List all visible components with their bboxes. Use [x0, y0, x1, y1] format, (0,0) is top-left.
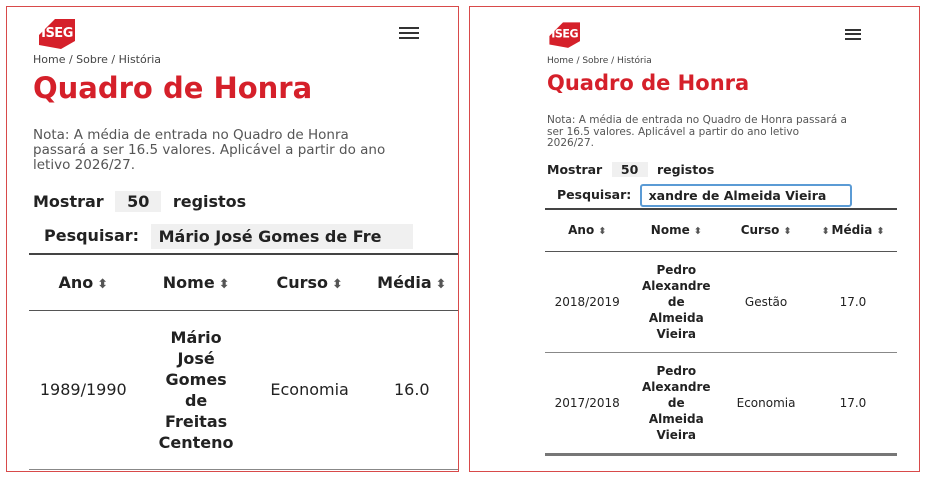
column-header-ano[interactable]: Ano ⬍ [29, 254, 138, 310]
sort-icon: ⬍ [332, 276, 343, 292]
name-part: Pedro [656, 363, 697, 378]
logo-text: ISEG [41, 26, 73, 41]
name-part: Mário [170, 327, 222, 347]
page-title: Quadro de Honra [547, 71, 750, 95]
sort-icon: ⬍ [876, 226, 885, 238]
name-part: Almeida [648, 310, 704, 325]
name-part: Almeida [648, 411, 704, 426]
name-part: Gomes [165, 369, 227, 389]
show-suffix: registos [656, 162, 715, 177]
cell-media: 17.0 [809, 251, 897, 352]
name-part: Alexandre [641, 278, 711, 293]
honor-table [29, 253, 459, 470]
cell-curso: Economia [255, 310, 365, 469]
entries-select[interactable]: 50 [612, 162, 648, 177]
column-header-curso[interactable]: Curso ⬍ [255, 254, 365, 310]
show-suffix: registos [172, 192, 247, 211]
cell-curso: Economia [723, 352, 809, 454]
table-row [545, 352, 897, 454]
breadcrumb: Home / Sobre / História [547, 56, 652, 66]
search-row [557, 184, 852, 207]
cell-curso: Gestão [723, 251, 809, 352]
iseg-logo[interactable] [35, 15, 79, 51]
right-screenshot-panel [469, 6, 920, 472]
hamburger-menu-icon[interactable] [399, 27, 419, 41]
name-part: Freitas [165, 411, 228, 431]
cell-ano: 1989/1990 [29, 310, 138, 469]
cell-nome [629, 251, 723, 352]
search-label: Pesquisar: [557, 187, 632, 202]
sort-icon: ⬍ [598, 226, 607, 238]
column-header-media[interactable]: ⬍ Média ⬍ [809, 209, 897, 251]
column-header-ano[interactable]: Ano ⬍ [545, 209, 629, 251]
page-title: Quadro de Honra [33, 71, 313, 105]
cell-ano: 2018/2019 [545, 251, 629, 352]
show-entries [33, 191, 246, 212]
sort-icon: ⬍ [783, 226, 792, 238]
sort-icon: ⬍ [435, 276, 447, 292]
sort-icon: ⬍ [218, 276, 230, 292]
column-header-nome[interactable]: Nome ⬍ [138, 254, 255, 310]
show-label: Mostrar [33, 192, 104, 211]
name-part: de [184, 390, 208, 410]
name-part: Centeno [158, 432, 234, 452]
name-part: de [667, 294, 685, 309]
search-input[interactable]: xandre de Almeida Vieira [640, 184, 852, 207]
hamburger-menu-icon[interactable] [845, 29, 861, 40]
search-row [44, 224, 413, 249]
name-part: de [667, 395, 685, 410]
table-row [29, 310, 459, 469]
search-label: Pesquisar: [44, 226, 140, 245]
name-part: Alexandre [641, 379, 711, 394]
note-text: Nota: A média de entrada no Quadro de Honra passará a ser 16.5 valores. Aplicável a partir do ano letivo 2026/27. [33, 127, 386, 173]
sort-icon: ⬍ [97, 276, 109, 292]
show-label: Mostrar [547, 162, 603, 177]
cell-media: 17.0 [809, 352, 897, 454]
cell-ano: 2017/2018 [545, 352, 629, 454]
name-part: José [177, 348, 215, 368]
column-header-nome[interactable]: Nome ⬍ [629, 209, 723, 251]
sort-icon: ⬍ [693, 226, 702, 238]
cell-media: 16.0 [365, 310, 459, 469]
honor-table [545, 208, 897, 456]
breadcrumb: Home / Sobre / História [33, 53, 162, 66]
column-header-curso[interactable]: Curso ⬍ [723, 209, 809, 251]
cell-nome [138, 310, 255, 469]
note-text: Nota: A média de entrada no Quadro de Honra passará a ser 16.5 valores. Aplicável a partir do ano letivo 2026/27. [547, 114, 847, 149]
logo-text: ISEG [551, 28, 579, 42]
name-part: Pedro [656, 262, 697, 277]
left-screenshot-panel [6, 6, 459, 472]
name-part: Vieira [656, 326, 697, 341]
name-part: Vieira [656, 427, 697, 442]
sort-icon: ⬍ [821, 226, 830, 238]
table-row [545, 251, 897, 352]
iseg-logo[interactable] [546, 19, 583, 50]
search-input[interactable]: Mário José Gomes de Fre [151, 224, 413, 249]
column-header-media[interactable]: Média ⬍ [365, 254, 459, 310]
show-entries [547, 162, 714, 177]
entries-select[interactable]: 50 [115, 191, 161, 212]
cell-nome [629, 352, 723, 454]
